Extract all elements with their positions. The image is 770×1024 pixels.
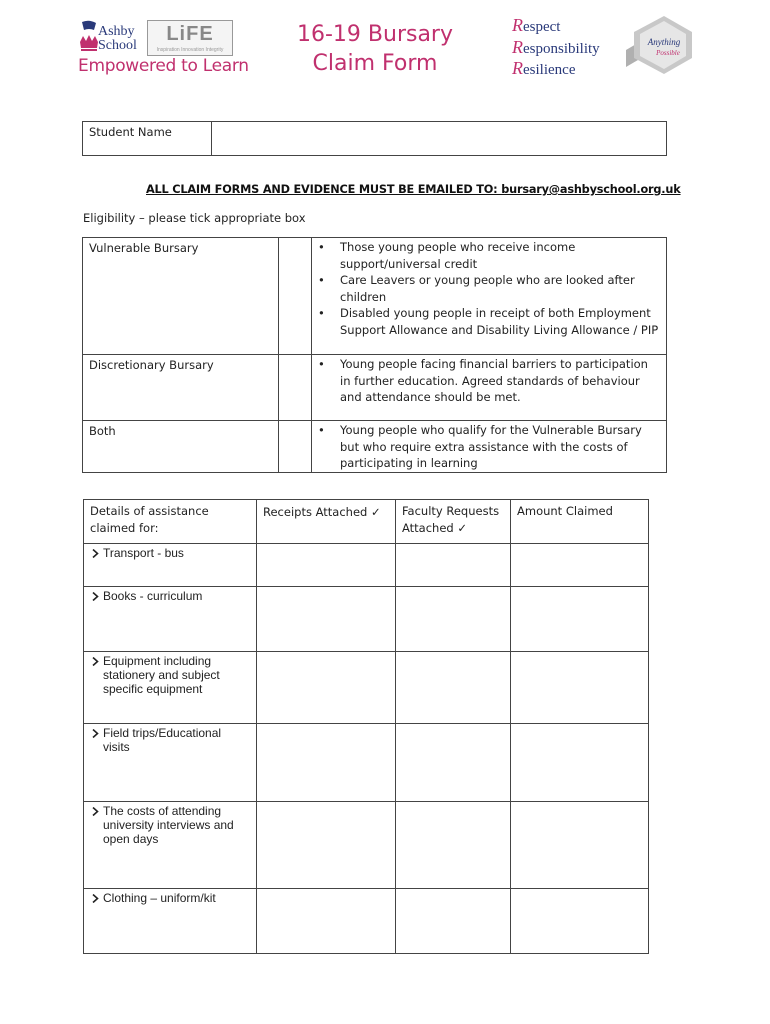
column-header-receipts: Receipts Attached ✓ xyxy=(263,505,381,519)
receipts-cell[interactable] xyxy=(257,724,396,802)
life-tagline: Inspiration Innovation Integrity xyxy=(156,47,224,53)
chevron-right-icon xyxy=(92,804,103,846)
table-row xyxy=(84,587,649,652)
eligibility-criteria xyxy=(312,421,666,472)
assistance-item: Field trips/Educational visits xyxy=(84,724,256,754)
eligibility-criteria xyxy=(312,238,666,339)
hexagon-icon xyxy=(624,14,696,76)
assistance-header-row xyxy=(84,500,649,544)
eligibility-label: Discretionary Bursary xyxy=(89,358,214,372)
life-logo-text: LiFE xyxy=(166,23,214,45)
column-header-faculty: Faculty Requests Attached ✓ xyxy=(402,504,500,535)
crest-icon xyxy=(78,20,100,54)
page-title xyxy=(290,20,460,78)
eligibility-criteria xyxy=(312,355,666,406)
eligibility-label: Vulnerable Bursary xyxy=(89,241,199,255)
chevron-right-icon xyxy=(92,654,103,696)
ashby-school-logo xyxy=(78,20,148,54)
hex-logo-subtext: Possible xyxy=(656,49,680,57)
table-row xyxy=(84,544,649,587)
student-name-field[interactable] xyxy=(212,122,667,156)
assistance-item: Books - curriculum xyxy=(84,587,256,603)
amount-cell[interactable] xyxy=(511,652,649,724)
school-name-line2: School xyxy=(98,38,137,53)
anything-possible-logo xyxy=(624,14,696,76)
faculty-cell[interactable] xyxy=(396,652,511,724)
title-line1: 16-19 Bursary xyxy=(296,22,453,47)
faculty-cell[interactable] xyxy=(396,587,511,652)
student-name-table xyxy=(82,121,667,156)
tick-box-discretionary[interactable] xyxy=(279,355,312,421)
amount-cell[interactable] xyxy=(511,724,649,802)
column-header-amount: Amount Claimed xyxy=(517,504,613,518)
eligibility-label: Both xyxy=(89,424,116,438)
eligibility-row-discretionary xyxy=(83,355,667,421)
receipts-cell[interactable] xyxy=(257,652,396,724)
assistance-table xyxy=(83,499,649,954)
receipts-cell[interactable] xyxy=(257,587,396,652)
criteria-item: • Young people facing financial barriers to participation in further education. Agreed standards of behaviour and attendance should be met. xyxy=(312,356,660,406)
receipts-cell[interactable] xyxy=(257,802,396,889)
table-row xyxy=(84,724,649,802)
value-respect: Respect xyxy=(512,15,561,35)
table-row xyxy=(84,889,649,954)
email-notice: ALL CLAIM FORMS AND EVIDENCE MUST BE EMAILED TO: bursary@ashbyschool.org.uk xyxy=(146,183,681,196)
chevron-right-icon xyxy=(92,546,103,560)
title-line2: Claim Form xyxy=(312,51,438,76)
assistance-item: Clothing – uniform/kit xyxy=(84,889,256,905)
faculty-cell[interactable] xyxy=(396,544,511,587)
chevron-right-icon xyxy=(92,891,103,905)
school-values xyxy=(512,16,600,81)
hex-logo-text: Anything xyxy=(647,37,681,47)
eligibility-row-vulnerable xyxy=(83,238,667,355)
assistance-item: Transport - bus xyxy=(84,544,256,560)
eligibility-table xyxy=(82,237,667,473)
assistance-item: Equipment including stationery and subject specific equipment xyxy=(84,652,256,696)
amount-cell[interactable] xyxy=(511,802,649,889)
amount-cell[interactable] xyxy=(511,587,649,652)
eligibility-heading: Eligibility – please tick appropriate box xyxy=(83,211,306,225)
criteria-item: • Those young people who receive income support/universal credit xyxy=(312,239,660,272)
table-row xyxy=(84,652,649,724)
table-row xyxy=(84,802,649,889)
amount-cell[interactable] xyxy=(511,889,649,954)
tick-box-both[interactable] xyxy=(279,421,312,473)
faculty-cell[interactable] xyxy=(396,889,511,954)
eligibility-row-both xyxy=(83,421,667,473)
student-name-label: Student Name xyxy=(89,125,172,139)
assistance-item: The costs of attending university interviews and open days xyxy=(84,802,256,846)
life-logo xyxy=(147,20,233,56)
slogan: Empowered to Learn xyxy=(78,56,249,76)
faculty-cell[interactable] xyxy=(396,802,511,889)
value-resilience: Resilience xyxy=(512,58,576,78)
faculty-cell[interactable] xyxy=(396,724,511,802)
criteria-item: • Care Leavers or young people who are looked after children xyxy=(312,272,660,305)
value-responsibility: Responsibility xyxy=(512,36,600,57)
amount-cell[interactable] xyxy=(511,544,649,587)
receipts-cell[interactable] xyxy=(257,544,396,587)
school-name-line1: Ashby xyxy=(98,24,135,39)
chevron-right-icon xyxy=(92,589,103,603)
tick-box-vulnerable[interactable] xyxy=(279,238,312,355)
criteria-item: • Young people who qualify for the Vulnerable Bursary but who require extra assistance with the costs of participating in learning xyxy=(312,422,660,472)
criteria-item: • Disabled young people in receipt of both Employment Support Allowance and Disability Living Allowance / PIP xyxy=(312,305,660,338)
chevron-right-icon xyxy=(92,726,103,754)
receipts-cell[interactable] xyxy=(257,889,396,954)
column-header-details: Details of assistance claimed for: xyxy=(90,504,209,535)
